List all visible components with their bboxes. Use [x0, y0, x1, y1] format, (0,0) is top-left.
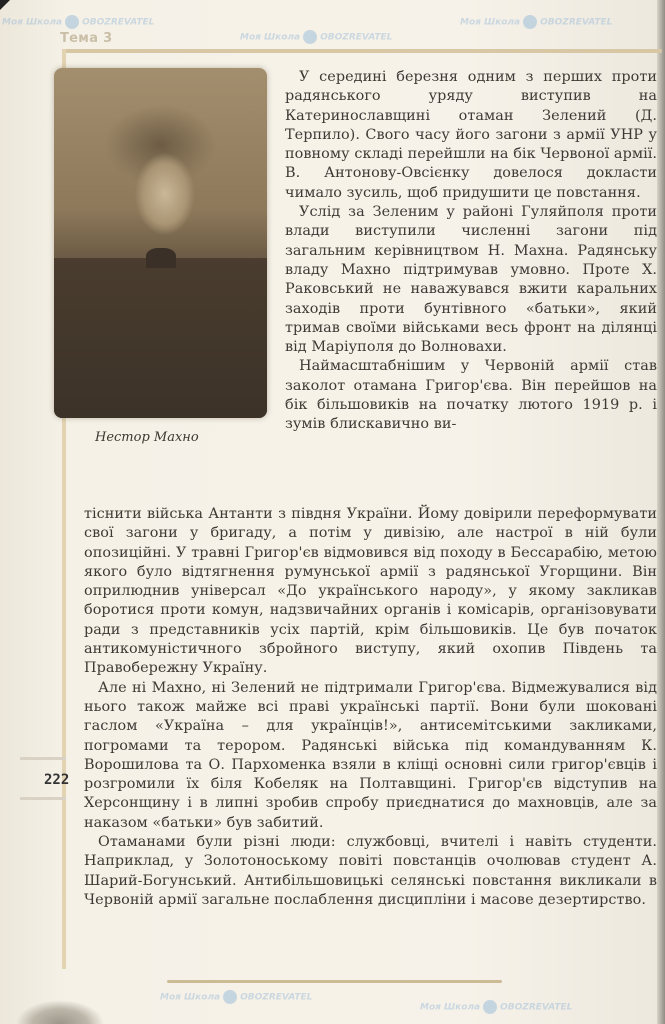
watermark: Моя Школа OBOZREVATEL [2, 15, 154, 29]
frame-top-rule [62, 49, 662, 53]
paragraph: У середині березня одним з перших проти радянського уряду виступив на Катеринославщині отаман Зелений (Д. Терпило). Свого часу його загони з армії УНР у повному складі перейшли на бік Червоної армії. В. Антонову-Овсієнку довелося докласти чимало зусиль, щоб придушити це повстання. [285, 69, 657, 201]
page-edge [657, 0, 665, 1024]
margin-rule-bottom [20, 797, 66, 800]
photo-figure-body [54, 258, 267, 418]
paragraph: Наймасштабнішим у Червоній армії став заколот отамана Григор'єва. Він перейшов на бік більшовиків на початку лютого 1919 р. і зумів блискавично ви- [285, 358, 657, 433]
photo-figure-collar [146, 248, 176, 268]
watermark: Моя Школа OBOZREVATEL [160, 990, 312, 1004]
paragraph: Отаманами були різні люди: службовці, вчителі і навіть студенти. Наприклад, у Золотоноському повіті повстанців очолював студент А. Шарий-Богунський. Антибільшовицькі селянські повстання викликали в Червоній армії загальне послаблення дисципліни і масове дезертирство. [84, 834, 657, 908]
margin-rule-top [20, 757, 66, 760]
text-column-right [285, 68, 657, 435]
corner-mark [0, 0, 10, 10]
building-illustration [8, 980, 138, 1024]
paragraph: Але ні Махно, ні Зелений не підтримали Григор'єва. Відмежувалися від нього також майже всі праві українські партії. Вони були шоковані гаслом «Україна – для українців!», антисемітськими закликами, погромами та терором. Радянські війська під командуванням К. Ворошилова та О. Пархоменка взяли в кліщі основні сили григор'євців і розгромили їх біля Кобеляк на Полтавщині. Григор'єв відступив на Херсонщину і в липні зробив спробу приєднатися до махновців, але за наказом «батьки» був забитий. [84, 679, 657, 831]
page-number: 222 [44, 772, 70, 788]
paragraph: Услід за Зеленим у районі Гуляйполя проти влади виступили численні загони під загальним керівництвом Н. Махна. Радянську владу Махно підтримував умовно. Проте Х. Раковський не наважувався вжити каральних заходів проти бунтівного «батьки», який тримав своїми військами весь фронт на ділянці від Маріуполя до Волновахи. [285, 204, 657, 356]
watermark: Моя Школа OBOZREVATEL [460, 15, 612, 29]
watermark: Моя Школа OBOZREVATEL [240, 30, 392, 44]
portrait-photo [54, 68, 267, 418]
photo-caption: Нестор Махно [95, 430, 199, 445]
topic-header: Тема 3 [60, 31, 113, 46]
paragraph-continuation: тіснити війська Антанти з півдня України. Йому довірили переформувати свої загони у бригаду, а потім у дивізію, але настрої в ній були опозиційні. У травні Григор'єв відмовився від походу в Бессарабію, метою якого було відтягнення румунської армії з радянської Угорщини. Він оприлюднив універсал «До українського народу», у якому закликав боротися проти комун, надзвичайних органів і комісарів, організовувати ради з представників усіх партій, крім більшовиків. Це був початок антикомуністичного збройного виступу, який охопив Південь та Правобережну Україну. [84, 506, 657, 677]
text-column-full [84, 505, 657, 910]
frame-bottom-rule [167, 980, 502, 983]
watermark: Моя Школа OBOZREVATEL [420, 1000, 572, 1014]
